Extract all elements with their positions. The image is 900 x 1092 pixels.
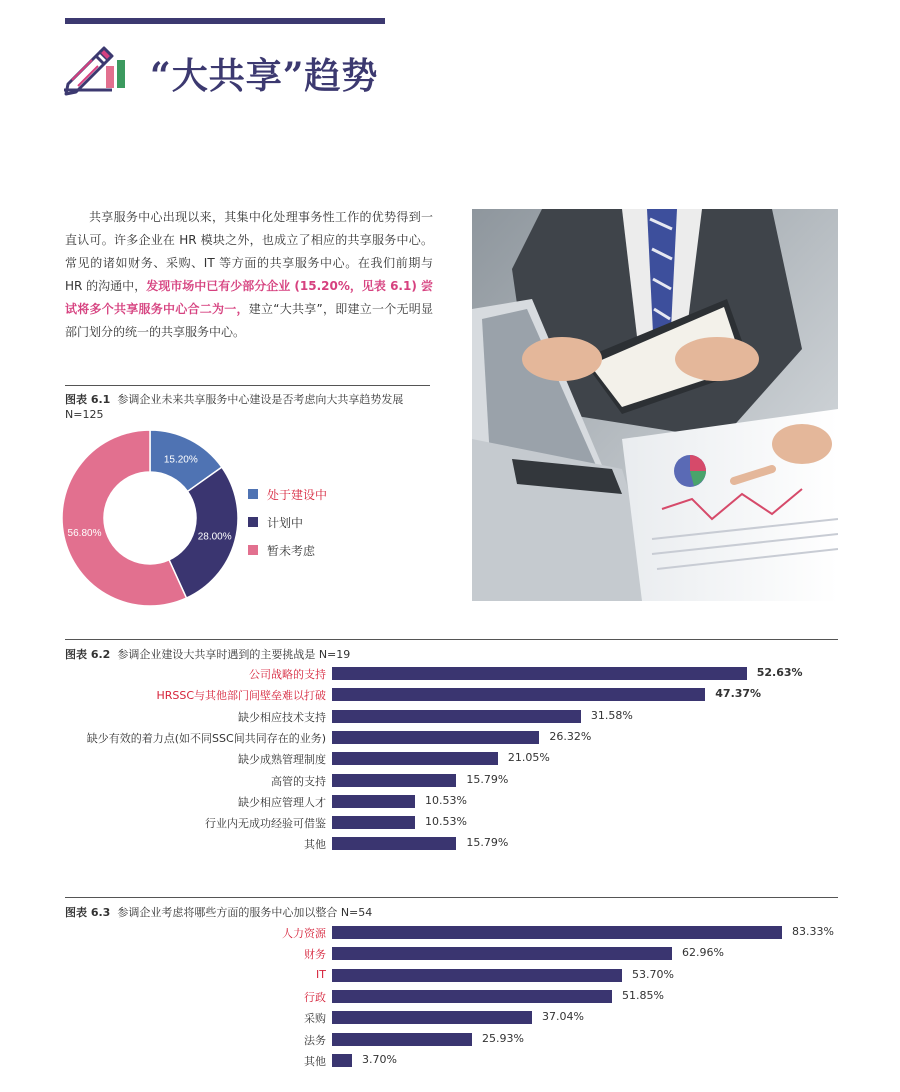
bar-value-label: 52.63% — [756, 666, 803, 679]
bar — [332, 816, 415, 829]
bar — [332, 710, 581, 723]
bar-value-label: 15.79% — [466, 772, 509, 786]
bar — [332, 947, 672, 960]
legend-label: 处于建设中 — [267, 487, 328, 502]
bar-category-label: 人力资源 — [282, 927, 326, 940]
bar-category-label: 高管的支持 — [271, 774, 326, 788]
pencil-chart-icon — [62, 44, 130, 100]
legend-label: 暂未考虑 — [267, 543, 316, 558]
legend-item — [248, 480, 327, 508]
bar-category-label: 缺少有效的着力点(如不同SSC间共同存在的业务) — [86, 731, 326, 745]
challenges-bar-chart — [65, 664, 845, 864]
bar — [332, 774, 456, 787]
bar-value-label: 10.53% — [424, 793, 467, 807]
bar-value-label: 47.37% — [715, 687, 762, 701]
fig2-caption-text: 参调企业建设大共享时遇到的主要挑战是 N=19 — [117, 648, 351, 661]
fig2-label: 图表 6.2 — [65, 648, 111, 661]
donut-value-label: 28.00% — [197, 531, 232, 543]
bar-value-label: 83.33% — [791, 925, 834, 938]
legend-swatch — [248, 489, 258, 499]
legend-item — [248, 536, 327, 564]
bar-value-label: 37.04% — [542, 1010, 584, 1024]
fig3-label: 图表 6.3 — [65, 906, 111, 919]
bar-value-label: 53.70% — [631, 967, 674, 981]
bar-value-label: 62.96% — [681, 946, 724, 960]
bar-category-label: 采购 — [304, 1012, 326, 1026]
bar-category-label: 缺少相应管理人才 — [238, 795, 326, 809]
bar-category-label: 公司战略的支持 — [249, 668, 326, 681]
bar — [332, 667, 747, 680]
fig1-rule — [65, 385, 430, 386]
legend-swatch — [248, 517, 258, 527]
fig2-caption — [65, 646, 350, 662]
bar-value-label: 10.53% — [424, 815, 467, 829]
bar — [332, 795, 415, 808]
bar-category-label: IT — [316, 967, 326, 981]
bar-category-label: 法务 — [304, 1033, 326, 1047]
fig3-rule — [65, 897, 838, 898]
top-accent-rule — [65, 18, 385, 24]
bar-value-label: 15.79% — [466, 836, 509, 850]
bar — [332, 837, 456, 850]
legend-swatch — [248, 545, 258, 555]
bar-category-label: 缺少成熟管理制度 — [238, 753, 326, 767]
bar-category-label: HRSSC与其他部门间壁垒难以打破 — [156, 689, 326, 703]
fig1-label: 图表 6.1 — [65, 393, 111, 406]
page-title: “大共享”趋势 — [150, 55, 379, 97]
bar — [332, 1033, 472, 1046]
legend-item — [248, 508, 327, 536]
fig1-caption-text: 参调企业未来共享服务中心建设是否考虑向大共享趋势发展 N=125 — [65, 393, 404, 421]
intro-highlight: 发现市场中已有少部分企业 (15.20%，见表 6.1) 尝试将多个共享服务中心合二为一， — [65, 279, 433, 316]
fig3-caption — [65, 904, 372, 920]
bar — [332, 990, 612, 1003]
fig1-caption — [65, 392, 430, 422]
donut-chart — [60, 428, 240, 608]
bar-value-label: 51.85% — [621, 988, 664, 1002]
bar — [332, 926, 782, 939]
bar-category-label: 其他 — [304, 1054, 326, 1068]
bar — [332, 1011, 532, 1024]
donut-value-label: 15.20% — [163, 454, 198, 466]
bar-value-label: 3.70% — [361, 1052, 397, 1066]
bar — [332, 969, 622, 982]
intro-paragraph — [65, 206, 433, 344]
bar — [332, 688, 705, 701]
fig2-rule — [65, 639, 838, 640]
bar-value-label: 25.93% — [482, 1031, 524, 1045]
integration-bar-chart — [65, 923, 845, 1073]
bar — [332, 1054, 352, 1067]
bar-category-label: 缺少相应技术支持 — [238, 710, 326, 724]
intro-text-1: 共享服务中心出现以来，其集中化处理事务性工作的优势得到一直认可。许多企业在 HR 模块之外，也成立了相应的共享服务中心。常见的诸如财务、采购、IT 等方面的共享服务中心。在我们前期与 HR 的沟通中， — [65, 210, 433, 293]
donut-value-label: 56.80% — [67, 528, 102, 540]
legend-label: 计划中 — [267, 515, 304, 530]
bar-category-label: 行业内无成功经验可借鉴 — [205, 817, 326, 831]
bar-value-label: 21.05% — [507, 751, 550, 765]
bar-value-label: 26.32% — [549, 729, 592, 743]
intro-text-2: 建立“大共享”，即建立一个无明显部门划分的统一的共享服务中心。 — [65, 302, 433, 339]
fig3-caption-text: 参调企业考虑将哪些方面的服务中心加以整合 N=54 — [117, 906, 373, 919]
bar-category-label: 行政 — [304, 990, 326, 1004]
bar — [332, 731, 539, 744]
business-photo — [472, 209, 838, 601]
bar-category-label: 财务 — [304, 948, 326, 962]
bar-category-label: 其他 — [304, 838, 326, 852]
bar-value-label: 31.58% — [590, 708, 633, 722]
bar — [332, 752, 498, 765]
donut-legend — [248, 480, 327, 564]
